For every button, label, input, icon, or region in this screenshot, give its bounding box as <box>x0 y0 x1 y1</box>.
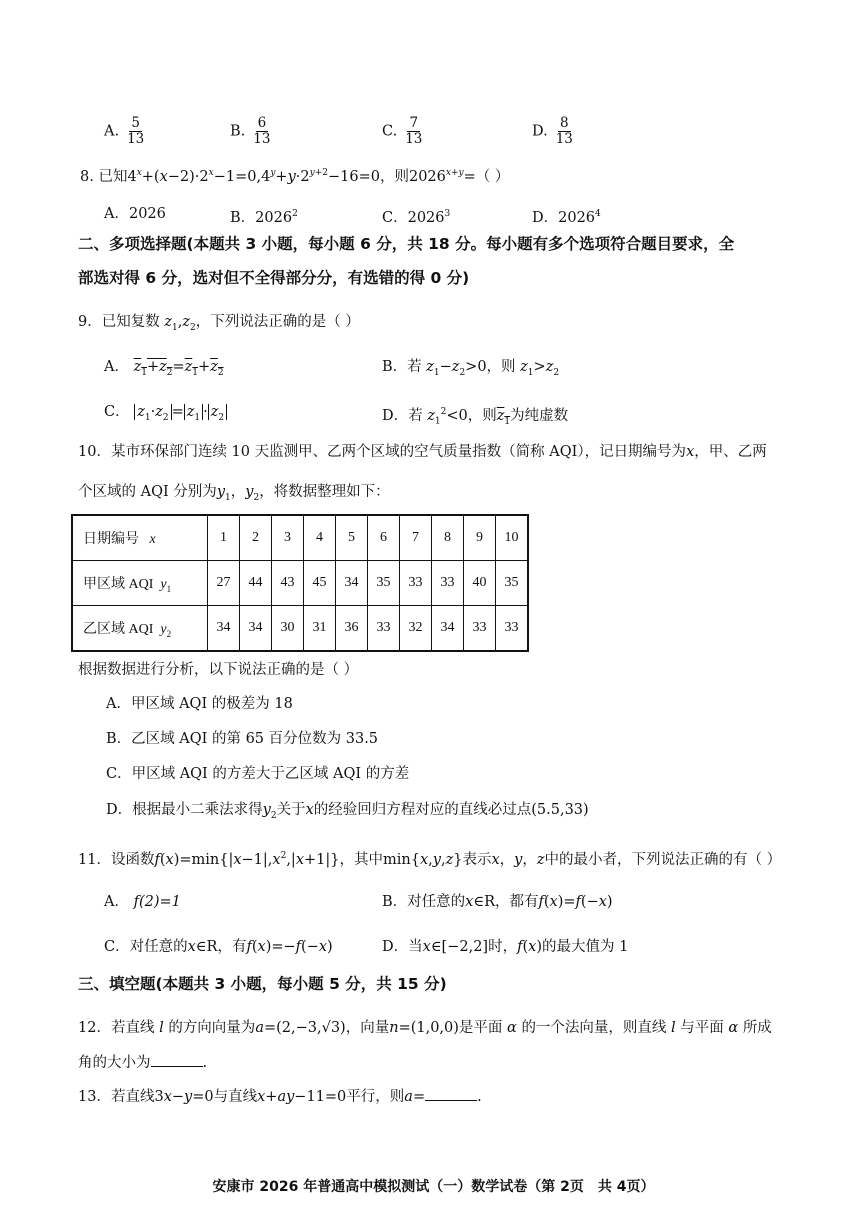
value-cell: 27 <box>208 561 240 606</box>
value-cell: 36 <box>336 606 368 652</box>
value-cell: 33 <box>464 606 496 652</box>
q7-option-b: B. $\frac{6}{13}$ <box>230 115 271 147</box>
row-label: 乙区域 AQI $y_2$ <box>72 606 208 652</box>
q9-option-b: B．若 $z_1-z_2>0$，则 $z_1>z_2$ <box>382 359 560 378</box>
aqi-table <box>71 514 529 652</box>
q11-option-c: C．对任意的x∈R，有f(x)=−f(−x) <box>104 939 333 955</box>
value-cell: 43 <box>272 561 304 606</box>
value-cell: 32 <box>400 606 432 652</box>
value-cell: 33 <box>432 561 464 606</box>
value-cell: 33 <box>496 606 529 652</box>
day-cell: 1 <box>208 515 240 561</box>
section3-heading: 三、填空题(本题共 3 小题，每小题 5 分，共 15 分) <box>78 975 447 993</box>
q11-option-d: D．当x∈[−2,2]时，f(x)的最大值为 1 <box>382 939 629 955</box>
day-cell: 8 <box>432 515 464 561</box>
q8-stem: 8. 已知$4^x+(x-2)\cdot 2^x-1=0,4^y+y\cdot 2^{y+2}-16=0$，则$2026^{x+y}=$（ ） <box>80 168 510 185</box>
value-cell: 33 <box>368 606 400 652</box>
q7-option-d: D. $\frac{8}{13}$ <box>532 115 573 147</box>
day-cell: 2 <box>240 515 272 561</box>
value-cell: 31 <box>304 606 336 652</box>
day-cell: 5 <box>336 515 368 561</box>
value-cell: 35 <box>368 561 400 606</box>
value-cell: 40 <box>464 561 496 606</box>
q13-stem: 13．若直线3x−y=0与直线x+ay−11=0平行，则a= . <box>78 1086 482 1107</box>
value-cell: 30 <box>272 606 304 652</box>
q7-option-c: C. $\frac{7}{13}$ <box>382 115 423 147</box>
q9-option-d: D．若 $z_1^2<0$，则$z_1$为纯虚数 <box>382 407 569 427</box>
day-cell: 3 <box>272 515 304 561</box>
q9-stem: 9．已知复数 $z_1,z_2$，下列说法正确的是（ ） <box>78 314 360 333</box>
row-label: 甲区域 AQI $y_1$ <box>72 561 208 606</box>
q10-stem-line1: 10．某市环保部门连续 10 天监测甲、乙两个区域的空气质量指数（简称 AQI），记日期编号为x，甲、乙两 <box>78 444 767 460</box>
table-row <box>72 606 528 652</box>
q11-option-a: A． f(2)=1 <box>104 894 181 910</box>
value-cell: 45 <box>304 561 336 606</box>
day-cell: 9 <box>464 515 496 561</box>
day-cell: 10 <box>496 515 529 561</box>
q9-option-a: A． $z_1+z_2=z_1+z_2$ <box>104 359 224 378</box>
q8-option-c: C．2026$^3$ <box>382 209 451 226</box>
q12-stem-line2: 角的大小为 . <box>78 1052 207 1073</box>
q8-option-b: B．2026$^2$ <box>230 209 298 226</box>
q10-option-d: D．根据最小二乘法求得$y_2$关于x的经验回归方程对应的直线必过点(5.5,33) <box>106 802 589 821</box>
q8-option-a: A．2026 <box>104 206 166 222</box>
value-cell: 34 <box>432 606 464 652</box>
answer-blank[interactable] <box>425 1086 477 1101</box>
q8-option-d: D．2026$^4$ <box>532 209 601 226</box>
q10-option-c: C．甲区域 AQI 的方差大于乙区域 AQI 的方差 <box>106 766 410 782</box>
q10-option-b: B．乙区域 AQI 的第 65 百分位数为 33.5 <box>106 731 379 747</box>
value-cell: 35 <box>496 561 529 606</box>
q7-option-a: A. $\frac{5}{13}$ <box>104 115 145 147</box>
day-cell: 6 <box>368 515 400 561</box>
value-cell: 34 <box>208 606 240 652</box>
q10-follow: 根据数据进行分析，以下说法正确的是（ ） <box>78 662 359 678</box>
q11-option-b: B．对任意的x∈R，都有f(x)=f(−x) <box>382 894 613 910</box>
value-cell: 44 <box>240 561 272 606</box>
q10-option-a: A．甲区域 AQI 的极差为 18 <box>106 696 293 712</box>
value-cell: 34 <box>240 606 272 652</box>
q11-stem: 11．设函数$f(x)=\min\{|x-1|,x^2,|x+1|\}$，其中min{x,y,z}表示x，y，z中的最小者，下列说法正确的有（ ） <box>78 851 782 868</box>
section2-heading-line2: 部选对得 6 分，选对但不全得部分分，有选错的得 0 分) <box>78 269 470 287</box>
table-row <box>72 515 528 561</box>
table-row <box>72 561 528 606</box>
table-header-cell: 日期编号 x <box>72 515 208 561</box>
q12-stem-line1: 12．若直线 l 的方向向量为a=(2,−3,√3)，向量n=(1,0,0)是平面 α 的一个法向量，则直线 l 与平面 α 所成 <box>78 1020 772 1036</box>
page-footer: 安康市 2026 年普通高中模拟测试（一）数学试卷（第 2页 共 4页） <box>212 1179 655 1195</box>
day-cell: 4 <box>304 515 336 561</box>
value-cell: 34 <box>336 561 368 606</box>
answer-blank[interactable] <box>151 1052 203 1067</box>
section2-heading: 二、多项选择题(本题共 3 小题，每小题 6 分，共 18 分。每小题有多个选项符合题目要求，全 <box>78 235 735 253</box>
q10-stem-line2: 个区域的 AQI 分别为$y_1$，$y_2$，将数据整理如下： <box>78 484 390 503</box>
value-cell: 33 <box>400 561 432 606</box>
q9-option-c: C． $z_1\cdot z_2 = z_1 \cdot z_2$ <box>104 402 227 428</box>
day-cell: 7 <box>400 515 432 561</box>
